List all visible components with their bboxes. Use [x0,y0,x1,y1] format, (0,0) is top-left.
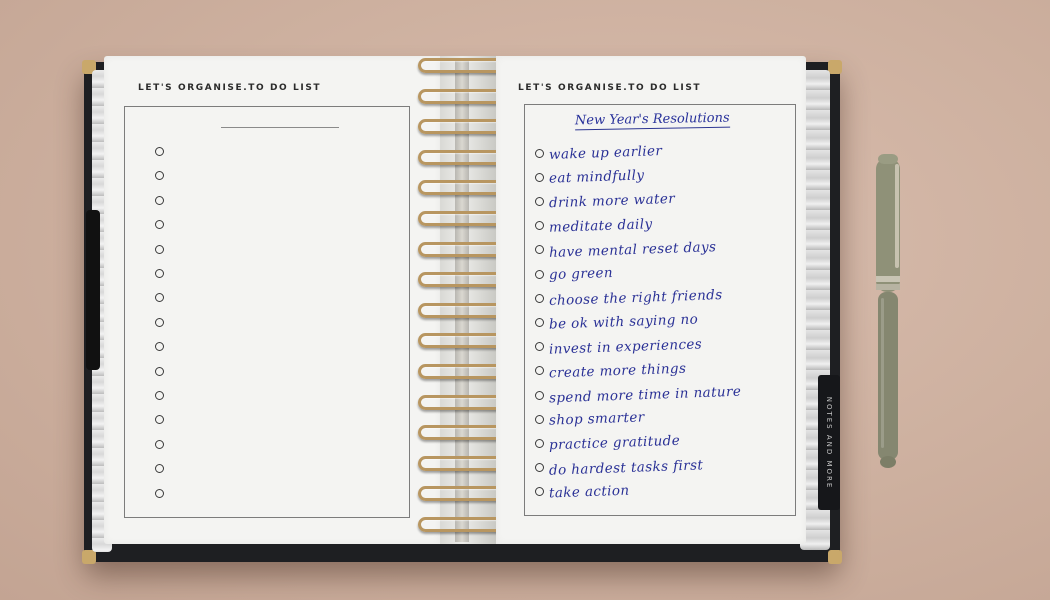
resolution-item [535,240,716,260]
resolution-checkbox [535,342,544,351]
empty-checkbox [155,293,164,302]
resolution-text: spend more time in nature [548,383,742,407]
resolution-checkbox [535,415,544,424]
pen-clip [895,164,899,268]
left-list-box [124,106,410,518]
resolution-item [535,458,703,478]
resolution-checkbox [535,197,544,206]
empty-checkbox [155,391,164,400]
resolution-item [535,482,630,502]
cover-corner-bottom-left [82,550,96,564]
cover-corner-top-right [828,60,842,74]
resolution-item [535,191,675,211]
resolution-text: wake up earlier [548,143,663,163]
resolutions-list-box [524,104,796,516]
resolution-checkbox [535,318,544,327]
elastic-band [86,210,100,370]
resolution-text: shop smarter [548,409,645,429]
resolution-item [535,337,702,357]
empty-checkbox [155,342,164,351]
empty-checkbox [155,318,164,327]
pen-cap-top [878,154,898,164]
empty-checkbox [155,367,164,376]
resolution-checkbox [535,221,544,230]
empty-checkbox [155,440,164,449]
resolution-checkbox [535,391,544,400]
pen-highlight [881,298,884,448]
empty-checkbox [155,147,164,156]
resolution-text: be ok with saying no [548,311,699,333]
empty-checkbox [155,489,164,498]
resolution-text: do hardest tasks first [548,456,704,479]
right-page-header: LET'S ORGANISE.TO DO LIST [518,83,702,93]
resolution-text: meditate daily [548,215,653,236]
resolution-text: invest in experiences [548,335,703,358]
right-page [496,56,806,544]
cover-corner-bottom-right [828,550,842,564]
resolution-item [535,143,662,163]
resolution-text: create more things [548,360,687,382]
resolution-text: choose the right friends [548,287,723,310]
resolution-item [535,409,645,429]
resolution-item [535,264,613,284]
resolution-text: eat mindfully [548,167,645,187]
resolution-checkbox [535,149,544,158]
resolution-item [535,216,652,236]
resolution-checkbox [535,366,544,375]
resolution-text: take action [548,482,630,502]
resolution-checkbox [535,173,544,182]
resolution-text: go green [548,264,614,284]
empty-checkbox [155,464,164,473]
left-page [104,56,440,544]
resolution-item [535,433,680,453]
resolution-item [535,385,741,405]
empty-checkbox [155,245,164,254]
resolution-checkbox [535,487,544,496]
section-tab [818,375,840,510]
empty-checkbox [155,269,164,278]
pen-end [880,456,896,468]
empty-checkbox [155,220,164,229]
empty-checkbox [155,196,164,205]
resolution-item [535,312,698,332]
resolution-item [535,288,723,308]
resolution-item [535,361,686,381]
resolution-checkbox [535,439,544,448]
resolution-text: drink more water [548,191,676,212]
empty-checkbox [155,415,164,424]
resolution-checkbox [535,294,544,303]
left-page-header: LET'S ORGANISE.TO DO LIST [138,83,322,93]
empty-checkbox [155,171,164,180]
pen-band-upper [876,276,900,282]
resolution-text: have mental reset days [548,238,717,261]
section-tab-label: NOTES AND MORE [825,396,833,489]
pen-band-lower [876,284,900,290]
left-title-line [221,127,339,128]
resolutions-title: New Year's Resolutions [574,110,730,129]
resolution-checkbox [535,463,544,472]
resolution-checkbox [535,245,544,254]
resolution-text: practice gratitude [548,433,681,454]
resolution-item [535,167,644,187]
resolution-checkbox [535,270,544,279]
fountain-pen [873,152,903,472]
